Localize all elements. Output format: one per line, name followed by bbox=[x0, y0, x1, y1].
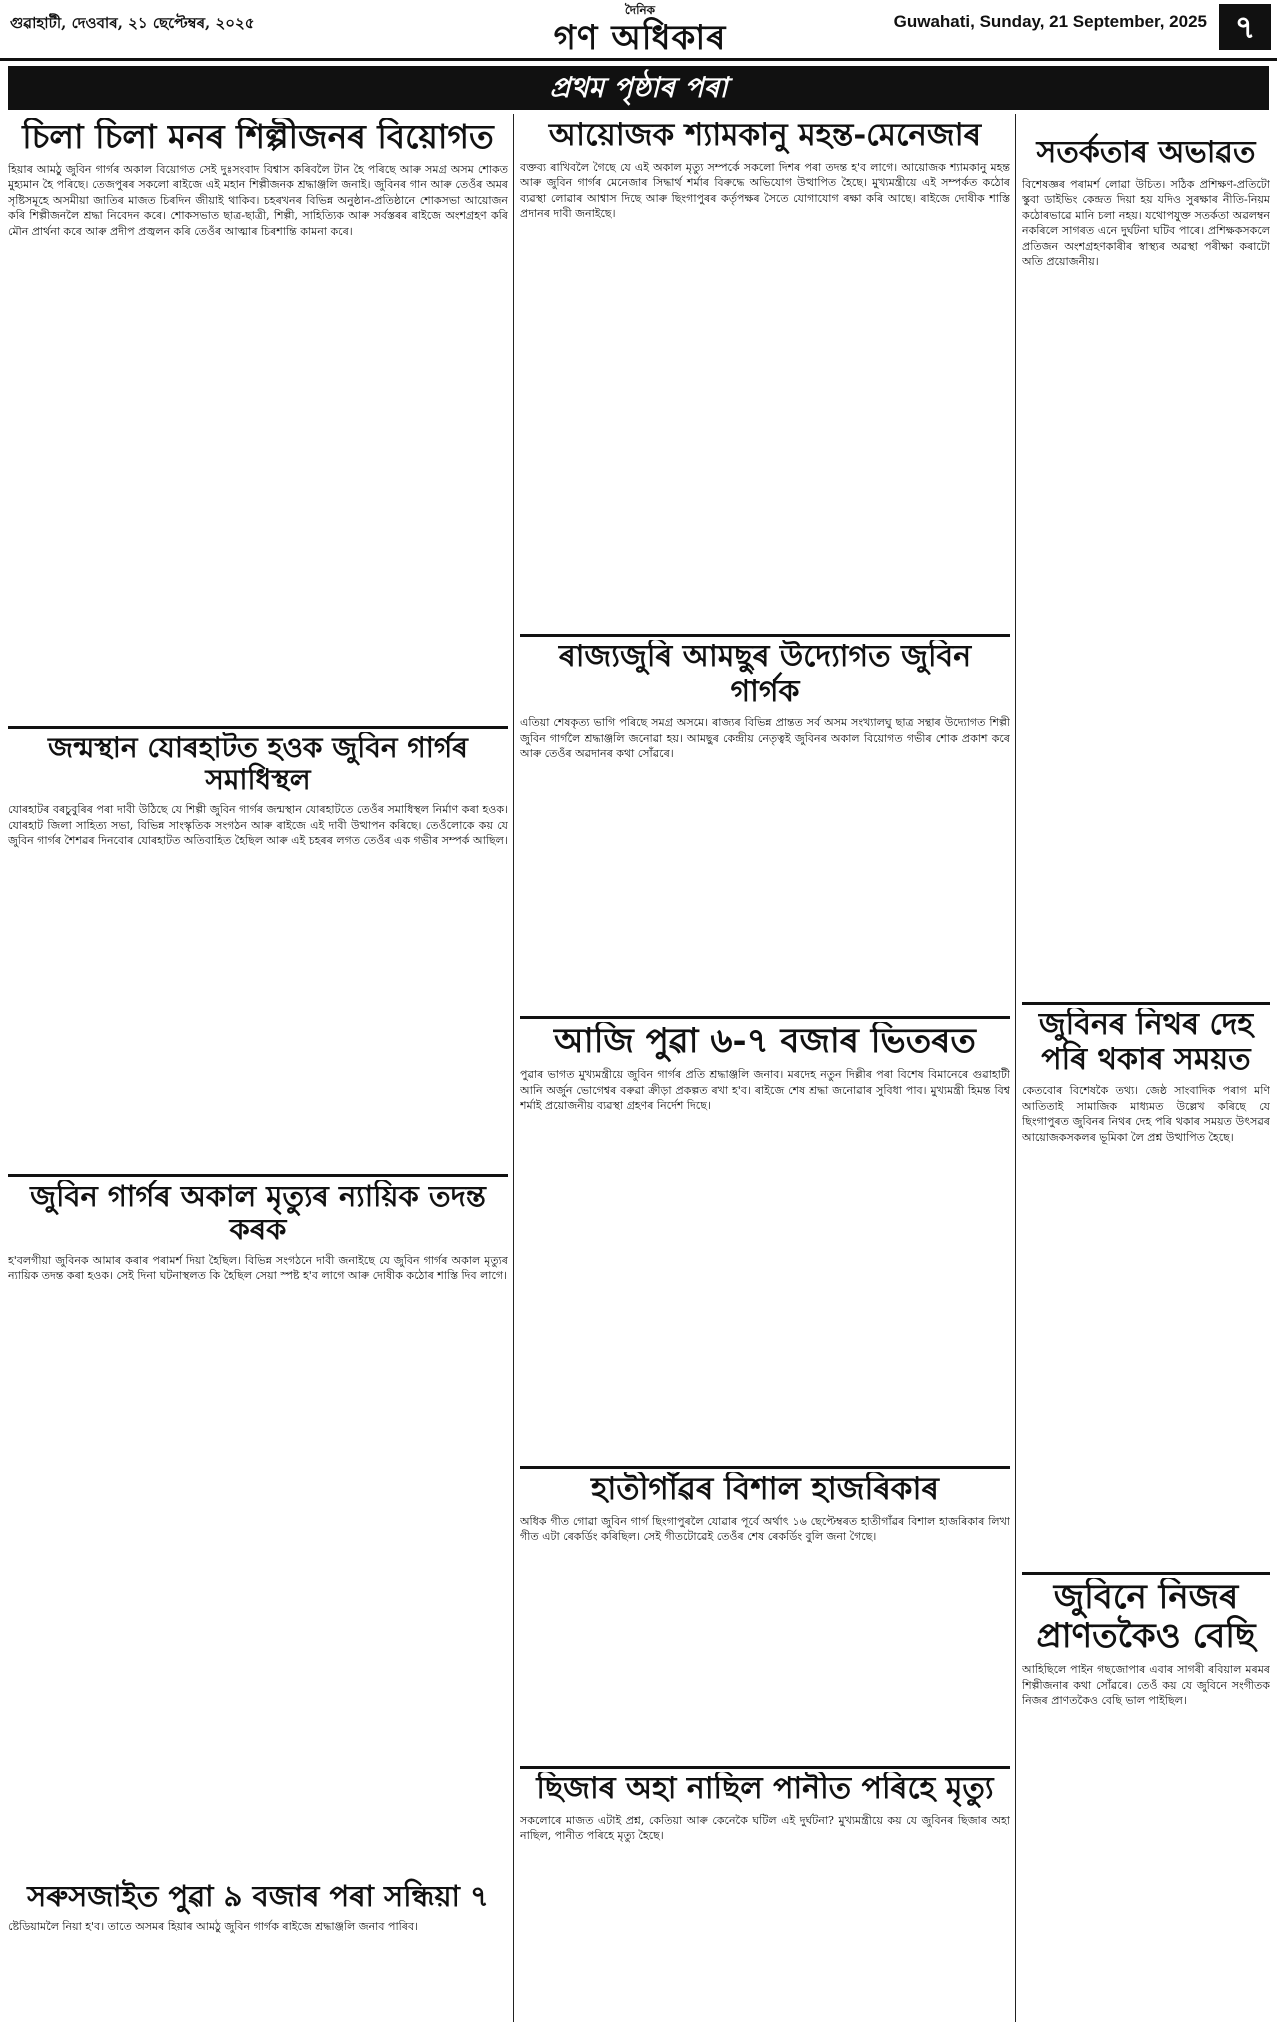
article-body: বিশেষজ্ঞৰ পৰামৰ্শ লোৱা উচিত। সঠিক প্ৰশিক্ষণ-প্ৰতিটো স্কুবা ডাইভিং কেন্দ্ৰত দিয়া হয় যদিও সুৰক্ষাৰ নীতি-নিয়ম কঠোৰভাৱে মানি চলা নহয়। যথোপযুক্ত সতৰ্কতা অৱলম্বন নকৰিলে সাগৰত এনে দুৰ্ঘটনা ঘটিব পাৰে। প্ৰশিক্ষকসকলে প্ৰতিজন অংশগ্ৰহণকাৰীৰ স্বাস্থ্যৰ অৱস্থা পৰীক্ষা কৰাটো অতি প্ৰয়োজনীয়। bbox=[1022, 177, 1270, 268]
headline: জন্মস্থান যোৰহাটত হওক জুবিন গাৰ্গৰ সমাধিস্থল bbox=[48, 732, 468, 797]
article-body: বক্তব্য ৰাখিবলৈ গৈছে যে এই অকাল মৃত্যু সম্পৰ্কে সকলো দিশৰ পৰা তদন্ত হ'ব লাগে। আয়োজক শ্যামকানু মহন্ত আৰু জুবিন গাৰ্গৰ মেনেজাৰ সিদ্ধাৰ্থ শৰ্মাৰ বিৰুদ্ধে অভিযোগ উত্থাপিত হৈছে। মুখ্যমন্ত্ৰীয়ে এই সম্পৰ্কত কঠোৰ ব্যৱস্থা লোৱাৰ আশ্বাস দিছে আৰু ছিংগাপুৰৰ কৰ্তৃপক্ষৰ সৈতে যোগাযোগ ৰক্ষা কৰি আছে। ৰাইজে দোষীক শাস্তি প্ৰদানৰ দাবী জনাইছে। bbox=[520, 160, 1010, 221]
article-chila-mon bbox=[8, 118, 508, 723]
article-sarusajai bbox=[8, 1630, 508, 2020]
article-judicial-inquiry bbox=[8, 1180, 508, 1620]
article-divider bbox=[520, 1466, 1010, 1469]
article-organiser-manager bbox=[520, 118, 1010, 628]
column-divider bbox=[1015, 114, 1016, 2022]
article-body: এতিয়া শেষকৃত্য ভাগি পৰিছে সমগ্ৰ অসমে। ৰাজ্যৰ বিভিন্ন প্ৰান্তত সৰ্ব অসম সংখ্যালঘু ছাত্ৰ সন্থাৰ উদ্যোগত শিল্পী জুবিন গাৰ্গলৈ শ্ৰদ্ধাঞ্জলি জনোৱা হয়। আমছুৰ কেন্দ্ৰীয় নেতৃত্বই জুবিনৰ অকাল বিয়োগত গভীৰ শোক প্ৰকাশ কৰে আৰু তেওঁৰ অৱদানৰ কথা সোঁৱৰে। bbox=[520, 716, 1010, 760]
masthead-rule bbox=[0, 58, 1277, 61]
column-divider bbox=[513, 114, 514, 2022]
masthead bbox=[0, 0, 1277, 58]
article-body: অধিক গীত গোৱা জুবিন গাৰ্গ ছিংগাপুৰলৈ যোৱাৰ পূৰ্বে অৰ্থাৎ ১৬ ছেপ্টেম্বৰত হাতীগাঁৱৰ বিশাল হাজৰিকাৰ লিখা গীত এটা ৰেকৰ্ডিং কৰিছিল। সেই গীতটোৱেই তেওঁৰ শেষ ৰেকৰ্ডিং বুলি জনা গৈছে। bbox=[520, 1514, 1010, 1544]
article-morning-time bbox=[520, 1022, 1010, 1462]
article-seizure bbox=[520, 1772, 1010, 2020]
article-divider bbox=[520, 1016, 1010, 1019]
article-divider bbox=[520, 634, 1010, 637]
article-divider bbox=[1022, 1002, 1270, 1005]
article-body: যোৰহাটৰ বৰচুবুৰিৰ পৰা দাবী উঠিছে যে শিল্পী জুবিন গাৰ্গৰ জন্মস্থান যোৰহাটতে তেওঁৰ সমাধিস্থল নিৰ্মাণ কৰা হওক। যোৰহাট জিলা সাহিত্য সভা, বিভিন্ন সাংস্কৃতিক সংগঠন আৰু ৰাইজে এই দাবী উত্থাপন কৰিছে। তেওঁলোকে কয় যে জুবিন গাৰ্গৰ শৈশৱৰ দিনবোৰ যোৰহাটত অতিবাহিত হৈছিল আৰু এই চহৰৰ লগত তেওঁৰ এক গভীৰ সম্পৰ্ক আছিল। bbox=[8, 803, 508, 848]
article-body: কেতবোৰ বিশেষকৈ তথ্য। জেষ্ঠ সাংবাদিক পৰাগ মণি আতিতাই সামাজিক মাধ্যমত উল্লেখ কৰিছে যে ছিংগাপুৰত জুবিনৰ নিথৰ দেহ পৰি থকাৰ সময়ত উৎসৱৰ আয়োজকসকলৰ ভূমিকা লৈ প্ৰশ্ন উত্থাপিত হৈছে। bbox=[1022, 1084, 1270, 1144]
headline: জুবিন গাৰ্গৰ অকাল মৃত্যুৰ ন্যায়িক তদন্ত কৰক bbox=[30, 1180, 486, 1247]
headline: চিলা চিলা মনৰ শিল্পীজনৰ বিয়োগত bbox=[22, 118, 494, 156]
headline: সতৰ্কতাৰ অভাৱত bbox=[1036, 135, 1256, 170]
article-body: পুৱাৰ ভাগত মুখ্যমন্ত্ৰীয়ে জুবিন গাৰ্গৰ প্ৰতি শ্ৰদ্ধাঞ্জলি জনাব। মৰদেহ নতুন দিল্লীৰ পৰা বিশেষ বিমানেৰে গুৱাহাটী আনি অৰ্জুন ভোগেশ্বৰ বৰুৱা ক্ৰীড়া প্ৰকল্পত ৰখা হ'ব। ৰাইজে শেষ শ্ৰদ্ধা জনোৱাৰ সুবিধা পাব। মুখ্যমন্ত্ৰী হিমন্ত বিশ্ব শৰ্মাই প্ৰয়োজনীয় ব্যৱস্থা গ্ৰহণৰ নিৰ্দেশ দিছে। bbox=[520, 1068, 1010, 1113]
article-lifeless-body bbox=[1022, 1008, 1270, 1568]
article-amsu bbox=[520, 640, 1010, 1010]
article-body: হ'বলগীয়া জুবিনক আমাৰ কৰাৰ পৰামৰ্শ দিয়া হৈছিল। বিভিন্ন সংগঠনে দাবী জনাইছে যে জুবিন গাৰ্গৰ অকাল মৃত্যুৰ ন্যায়িক তদন্ত কৰা হওক। সেই দিনা ঘটনাস্থলত কি হৈছিল সেয়া স্পষ্ট হ'ব লাগে আৰু দোষীক কঠোৰ শাস্তি দিব লাগে। bbox=[8, 1253, 508, 1283]
article-body: আহিছিলে পাইন গছজোপাৰ এবাৰ সাগৰী ৰবিয়াল মৰমৰ শিল্পীজনাৰ কথা সোঁৱৰে। তেওঁ কয় যে জুবিনে সংগীতক নিজৰ প্ৰাণতকৈও বেছি ভাল পাইছিল। bbox=[1022, 1663, 1270, 1708]
article-jorhat-memorial bbox=[8, 732, 508, 1172]
article-divider bbox=[8, 726, 508, 729]
article-divider bbox=[1022, 1572, 1270, 1575]
article-divider bbox=[520, 1766, 1010, 1769]
date-right: Guwahati, Sunday, 21 September, 2025 bbox=[893, 12, 1207, 31]
article-body: ষ্টেডিয়ামলৈ নিয়া হ'ব। তাতে অসমৰ হিয়াৰ আমঠু জুবিন গাৰ্গক ৰাইজে শ্ৰদ্ধাঞ্জলি জনাব পাৰিব। bbox=[8, 1920, 419, 1934]
date-left: গুৱাহাটী, দেওবাৰ, ২১ ছেপ্টেম্বৰ, ২০২৫ bbox=[10, 14, 255, 32]
headline: সৰুসজাইত পুৱা ৯ বজাৰ পৰা সন্ধিয়া ৭ bbox=[27, 1879, 489, 1913]
article-divider bbox=[8, 1174, 508, 1177]
headline: ৰাজ্যজুৰি আমছুৰ উদ্যোগত জুবিন গাৰ্গক bbox=[558, 640, 972, 709]
headline: জুবিনে নিজৰ প্ৰাণতকৈও বেছি bbox=[1036, 1578, 1256, 1657]
article-caution bbox=[1022, 118, 1270, 998]
section-title: প্ৰথম পৃষ্ঠাৰ পৰা bbox=[8, 66, 1269, 110]
article-body: সকলোৰে মাজত এটাই প্ৰশ্ন, কেতিয়া আৰু কেনেকৈ ঘটিল এই দুৰ্ঘটনা? মুখ্যমন্ত্ৰীয়ে কয় যে জুবিনৰ ছিজাৰ অহা নাছিল, পানীত পৰিহে মৃত্যু হৈছে। bbox=[520, 1813, 1010, 1842]
headline: আজি পুৱা ৬-৭ বজাৰ ভিতৰত bbox=[554, 1022, 976, 1061]
paper-name: গণ অধিকাৰ bbox=[553, 18, 727, 58]
headline: হাতীগাঁৱৰ বিশাল হাজৰিকাৰ bbox=[591, 1472, 939, 1507]
page-number: ৭ bbox=[1219, 4, 1271, 50]
headline: আয়োজক শ্যামকানু মহন্ত-মেনেজাৰ bbox=[548, 118, 982, 153]
article-hatigaon bbox=[520, 1472, 1010, 1762]
article-more-than-life bbox=[1022, 1578, 1270, 2018]
paper-logo bbox=[490, 2, 790, 58]
article-body: হিয়াৰ আমঠু জুবিন গাৰ্গৰ অকাল বিয়োগত সেই দুঃসংবাদ বিশ্বাস কৰিবলৈ টান হৈ পৰিছে আৰু সমগ্ৰ অসম শোকত মুহ্যমান হৈ পৰিছে। তেজপুৰৰ সকলো ৰাইজে এই মহান শিল্পীজনক শ্ৰদ্ধাঞ্জলি জনাই। জুবিনৰ গান আৰু তেওঁৰ অমৰ সৃষ্টিসমূহে অসমীয়া জাতিৰ মাজত চিৰদিন জীয়াই থাকিব। চহৰখনৰ বিভিন্ন অনুষ্ঠান-প্ৰতিষ্ঠানে শোকসভা আয়োজন কৰি শিল্পীজনলৈ শ্ৰদ্ধা নিবেদন কৰে। শোকসভাত ছাত্ৰ-ছাত্ৰী, শিল্পী, সাহিত্যিক আৰু সৰ্বস্তৰৰ ৰাইজে অংশগ্ৰহণ কৰি মৌন প্ৰাৰ্থনা কৰে আৰু প্ৰদীপ প্ৰজ্বলন কৰি তেওঁৰ আত্মাৰ চিৰশান্তি কামনা কৰে। bbox=[8, 162, 508, 238]
headline: ছিজাৰ অহা নাছিল পানীত পৰিহে মৃত্যু bbox=[536, 1772, 994, 1806]
paper-prefix: দৈনিক bbox=[624, 3, 656, 17]
headline: জুবিনৰ নিথৰ দেহ পৰি থকাৰ সময়ত bbox=[1038, 1008, 1254, 1077]
